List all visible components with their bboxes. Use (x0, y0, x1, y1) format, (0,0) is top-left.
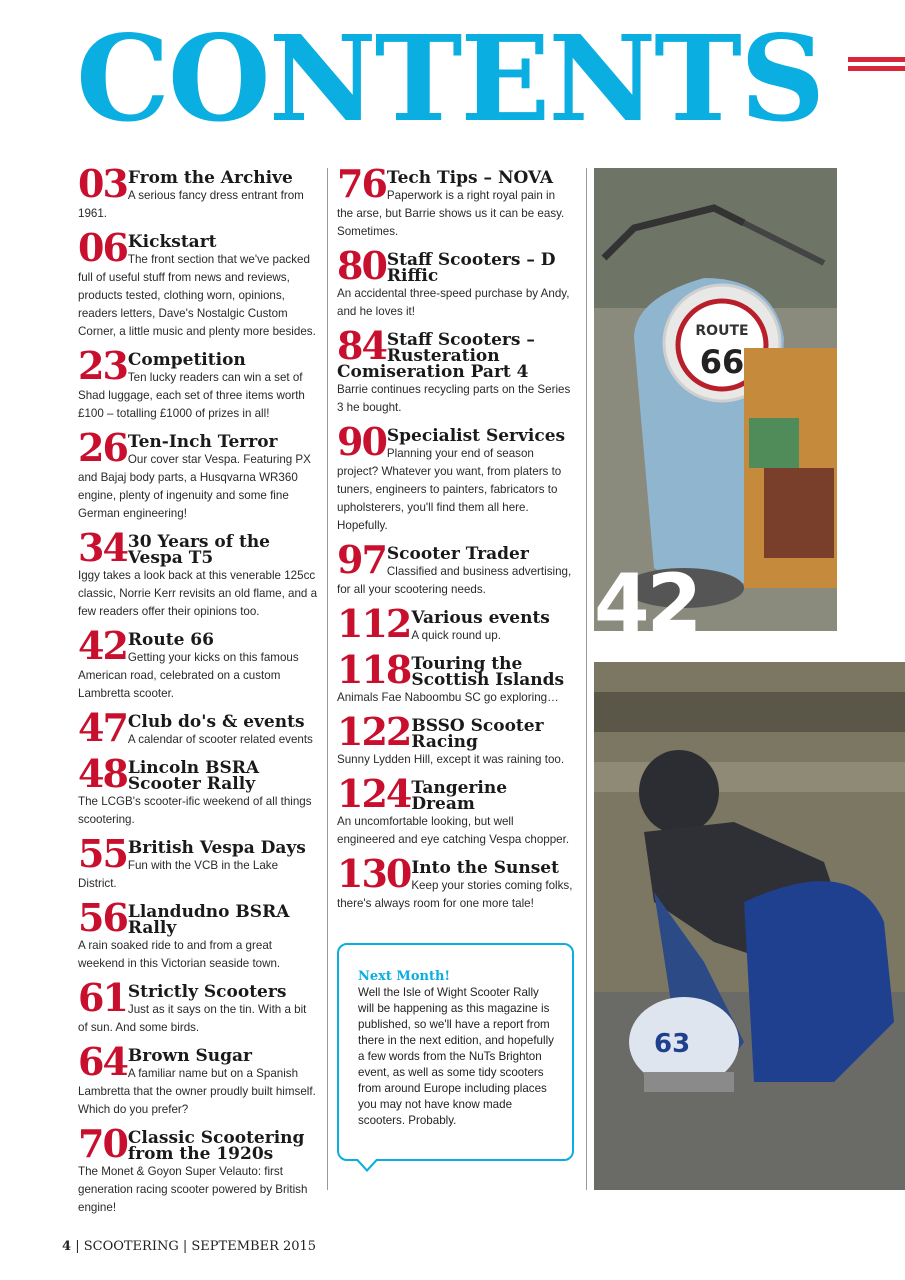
entry-description: Planning your end of season project? Whatever you want, from platers to tuners, engineers to painters, fabricators to upholsterers, you'll find them all here. Hopefully. (337, 447, 562, 532)
entry-description: Just as it says on the tin. With a bit of sun. And some birds. (78, 1003, 307, 1034)
entry-page-number: 80 (337, 243, 386, 288)
contents-entry[interactable] (78, 1039, 318, 1118)
entry-description: Barrie continues recycling parts on the Series 3 he bought. (337, 383, 571, 414)
contents-entry[interactable] (337, 601, 573, 646)
contents-entry[interactable] (78, 705, 318, 750)
entry-page-number: 23 (78, 343, 127, 388)
entry-page-number: 118 (337, 647, 411, 692)
contents-column-left (78, 161, 318, 1226)
entry-page-number: 90 (337, 419, 386, 464)
entry-page-number: 64 (78, 1039, 127, 1084)
entry-page-number: 26 (78, 425, 127, 470)
entry-description: Our cover star Vespa. Featuring PX and Bajaj body parts, a Husqvarna WR360 engine, plenty of ingenuity and some fine German engineering! (78, 453, 311, 520)
contents-entry[interactable] (78, 623, 318, 702)
entry-title: Staff Scooters – Rusteration Comiseration Part 4 (337, 330, 535, 382)
entry-title: Lincoln BSRA Scooter Rally (127, 758, 260, 794)
entry-title: Tangerine Dream (411, 778, 508, 814)
column-divider-right (586, 168, 587, 1190)
contents-entry[interactable] (78, 343, 318, 422)
entry-title: Specialist Services (386, 426, 566, 446)
column-divider (327, 168, 328, 1190)
entry-description: Paperwork is a right royal pain in the arse, but Barrie shows us it can be easy. Sometimes. (337, 189, 565, 238)
entry-title: Scooter Trader (386, 544, 529, 564)
entry-title: From the Archive (127, 168, 293, 188)
flag-stripe-red-lower (848, 66, 905, 71)
entry-description: The Monet & Goyon Super Velauto: first generation racing scooter powered by British engine! (78, 1165, 308, 1214)
next-month-title: Next Month! (358, 969, 451, 984)
entry-description: Fun with the VCB in the Lake District. (78, 859, 279, 890)
entry-page-number: 48 (78, 751, 127, 796)
entry-description: The front section that we've packed full of useful stuff from news and reviews, products tested, clothing worn, opinions, readers letters, Dave's Nostalgic Custom Corner, a little music and plenty more besides. (78, 253, 316, 338)
footer-separator-2: | (182, 1239, 188, 1254)
entry-page-number: 55 (78, 831, 127, 876)
next-month-text: Well the Isle of Wight Scooter Rally will be happening as this magazine is published, so we'll have a report from there in the next edition, and hopefully a few words from the NuTs Brighton event, as well as some tidy scooters from around Europe including places you may not have know made scooters. Probably. (358, 986, 554, 1127)
entry-title: Llandudno BSRA Rally (127, 902, 290, 938)
contents-column-right (337, 161, 573, 922)
entry-description: Classified and business advertising, for all your scootering needs. (337, 565, 572, 596)
entry-description: A serious fancy dress entrant from 1961. (78, 189, 304, 220)
entry-title: BSSO Scooter Racing (411, 716, 544, 752)
entry-title: Competition (127, 350, 246, 370)
entry-description: A familiar name but on a Spanish Lambretta that the owner proudly built himself. Which do you prefer? (78, 1067, 316, 1116)
entry-page-number: 03 (78, 161, 127, 206)
contents-entry[interactable] (78, 425, 318, 522)
contents-entry[interactable] (337, 243, 573, 320)
entry-description: An accidental three-speed purchase by Andy, and he loves it! (337, 287, 570, 318)
entry-page-number: 06 (78, 225, 127, 270)
contents-entry[interactable] (337, 537, 573, 598)
contents-entry[interactable] (78, 525, 318, 620)
entry-title: Tech Tips – NOVA (386, 168, 554, 188)
entry-description: An uncomfortable looking, but well engineered and eye catching Vespa chopper. (337, 815, 570, 846)
entry-page-number: 56 (78, 895, 127, 940)
speech-bubble-tail-inner (357, 1158, 377, 1169)
feature-page-number: 42 (594, 557, 700, 650)
contents-entry[interactable] (337, 647, 573, 706)
contents-entry[interactable] (337, 771, 573, 848)
entry-title: Various events (411, 608, 550, 628)
footer-magazine-name: SCOOTERING (83, 1239, 179, 1254)
entry-page-number: 84 (337, 323, 386, 368)
entry-title: Ten-Inch Terror (127, 432, 278, 452)
footer-issue: SEPTEMBER 2015 (191, 1239, 317, 1254)
contents-entry[interactable] (337, 161, 573, 240)
entry-description: A rain soaked ride to and from a great weekend in this Victorian seaside town. (78, 939, 281, 970)
entry-title: Kickstart (127, 232, 217, 252)
svg-text:63: 63 (654, 1029, 691, 1059)
entry-title: Route 66 (127, 630, 214, 650)
entry-page-number: 122 (337, 709, 411, 754)
entry-page-number: 97 (337, 537, 386, 582)
entry-description: Keep your stories coming folks, there's always room for one more tale! (337, 879, 573, 910)
racing-scooter-illustration (594, 662, 905, 1190)
entry-title: Brown Sugar (127, 1046, 252, 1066)
contents-entry[interactable] (78, 161, 318, 222)
contents-entry[interactable] (337, 323, 573, 416)
entry-title: British Vespa Days (127, 838, 306, 858)
entry-description: A quick round up. (411, 629, 501, 642)
contents-entry[interactable] (337, 419, 573, 534)
svg-text:ROUTE: ROUTE (695, 323, 749, 339)
next-month-box (337, 943, 574, 1161)
entry-page-number: 42 (78, 623, 127, 668)
page-footer (62, 1239, 316, 1254)
footer-page-number: 4 (62, 1239, 72, 1254)
entry-description: Sunny Lydden Hill, except it was raining too. (337, 753, 565, 766)
contents-entry[interactable] (78, 831, 318, 892)
entry-description: Ten lucky readers can win a set of Shad luggage, each set of three items worth £100 – totalling £1000 of prizes in all! (78, 371, 305, 420)
svg-text:66: 66 (699, 343, 745, 381)
contents-entry[interactable] (78, 1121, 318, 1216)
entry-page-number: 61 (78, 975, 127, 1020)
entry-description: Animals Fae Naboombu SC go exploring… (337, 691, 559, 704)
masthead-title: CONTENTS (76, 9, 824, 148)
entry-page-number: 124 (337, 771, 411, 816)
entry-title: Into the Sunset (411, 858, 559, 878)
entry-description: A calendar of scooter related events (127, 733, 313, 746)
entry-description: The LCGB's scooter-ific weekend of all things scootering. (78, 795, 312, 826)
entry-title: Classic Scootering from the 1920s (127, 1128, 305, 1164)
entry-page-number: 47 (78, 705, 127, 750)
entry-title: Staff Scooters – D Riffic (386, 250, 556, 286)
entry-page-number: 70 (78, 1121, 127, 1166)
entry-title: Touring the Scottish Islands (411, 654, 565, 690)
contents-entry[interactable] (78, 975, 318, 1036)
contents-entry[interactable] (78, 895, 318, 972)
racing-scooter-photo (594, 662, 905, 1190)
entry-description: Getting your kicks on this famous American road, celebrated on a custom Lambretta scooter. (78, 651, 299, 700)
footer-separator: | (75, 1239, 80, 1254)
entry-page-number: 130 (337, 851, 411, 896)
contents-entry[interactable] (337, 709, 573, 768)
contents-entry[interactable] (78, 751, 318, 828)
entry-description: Iggy takes a look back at this venerable 125cc classic, Norrie Kerr revisits an old flame, and a few readers offer their opinions too. (78, 569, 318, 618)
contents-entry[interactable] (337, 851, 573, 912)
entry-page-number: 76 (337, 161, 386, 206)
entry-title: 30 Years of the Vespa T5 (127, 532, 270, 568)
contents-entry[interactable] (78, 225, 318, 340)
entry-page-number: 112 (337, 601, 411, 646)
entry-title: Club do's & events (127, 712, 305, 732)
entry-page-number: 34 (78, 525, 127, 570)
entry-title: Strictly Scooters (127, 982, 287, 1002)
